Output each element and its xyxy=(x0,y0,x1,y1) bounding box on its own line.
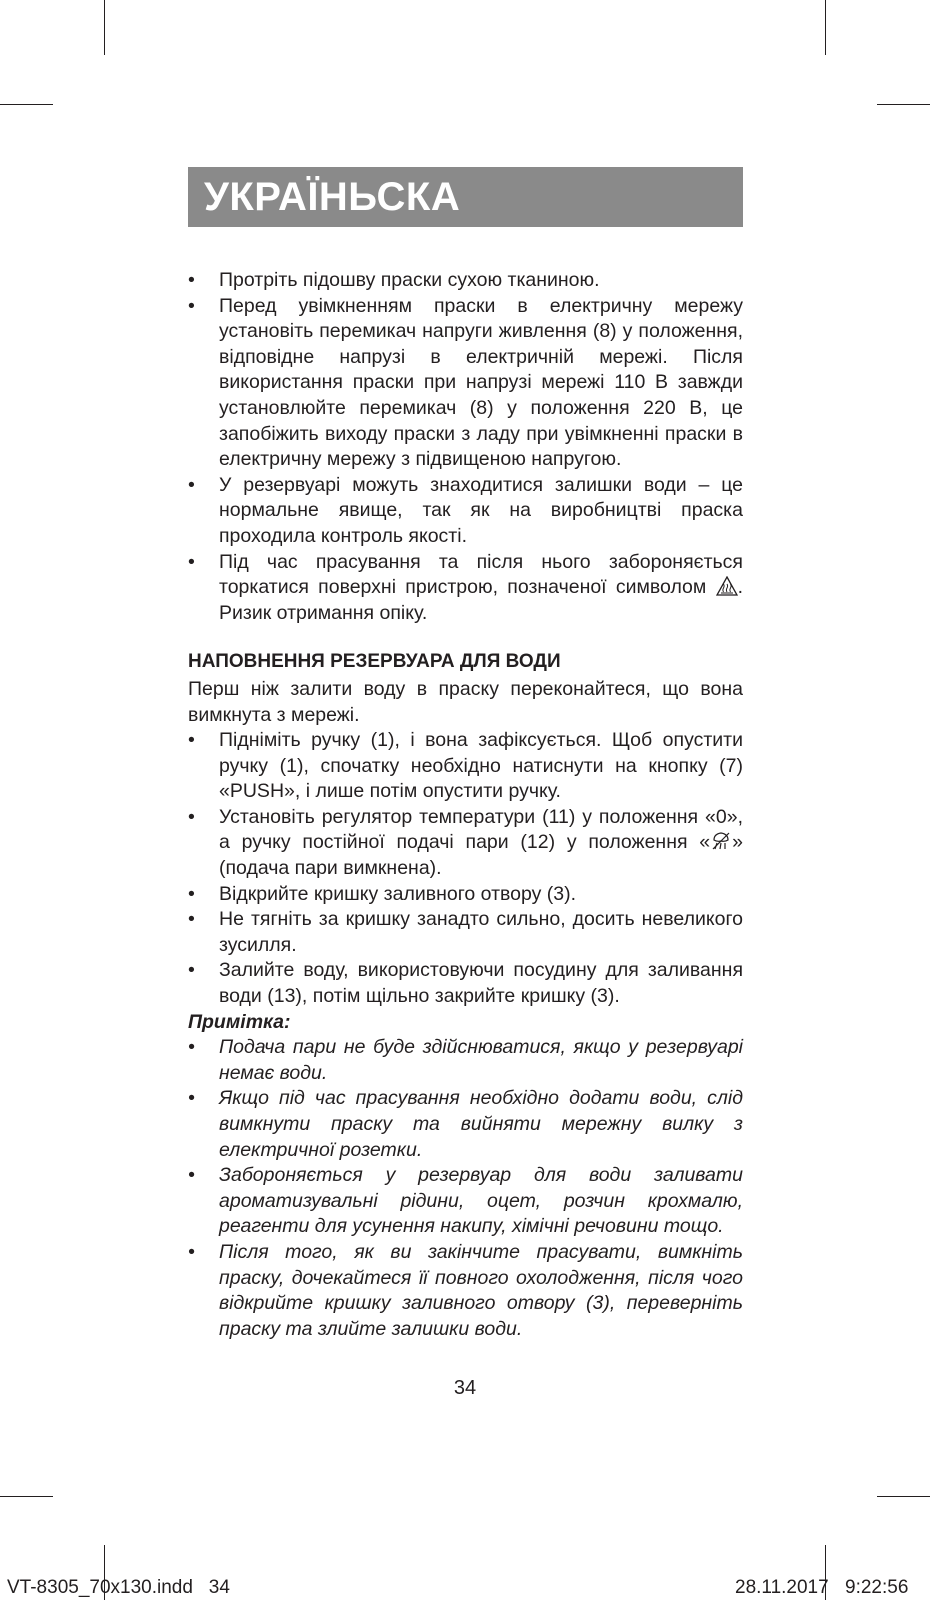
filling-list xyxy=(188,728,743,1010)
list-item-text: Установіть регулятор температури (11) у положення «0», а ручку постійної подачі пари (12) у положення « xyxy=(219,805,743,854)
crop-mark-left-top xyxy=(0,104,53,105)
crop-mark-top-left xyxy=(104,0,105,55)
list-item: • Забороняється у резервуар для води заливати ароматизувальні рідини, оцет, розчин крохмалю, реагенти для усунення накипу, хімічні речовини тощо. xyxy=(188,1163,743,1240)
care-list xyxy=(188,268,743,626)
page-title: УКРАЇНЬСКА xyxy=(204,175,461,219)
note-list xyxy=(188,1035,743,1342)
list-item: • Після того, як ви закінчите прасувати, вимкніть праску, дочекайтеся її повного охолодження, після чого відкрийте кришку заливного отвору (3), переверніть праску та злийте залишки води. xyxy=(188,1240,743,1342)
list-item-text: . Ризик отримання опіку. xyxy=(219,576,743,624)
crop-mark-top-right xyxy=(825,0,826,55)
list-item xyxy=(188,550,743,627)
slug-file-text: VT-8305_70x130.indd 34 xyxy=(7,1577,230,1598)
crop-mark-right-bottom xyxy=(877,1496,930,1497)
list-item: • Залийте воду, використовуючи посудину для заливання води (13), потім щільно закрийте кришку (3). xyxy=(188,958,743,1009)
list-item: • Протріть підошву праски сухою тканиною. xyxy=(188,268,743,294)
section-intro: Перш ніж залити воду в праску переконайтеся, що вона вимкнута з мережі. xyxy=(188,677,743,726)
page-number: 34 xyxy=(453,1377,477,1399)
slug-date: 28.11.2017 xyxy=(735,1577,829,1598)
slug-file-name xyxy=(0,1577,230,1599)
list-item: • Не тягніть за кришку занадто сильно, досить невеликого зусилля. xyxy=(188,907,743,958)
steam-off-icon xyxy=(710,831,732,851)
slug-time: 9:22:56 xyxy=(845,1577,909,1598)
section-title: НАПОВНЕННЯ РЕЗЕРВУАРА ДЛЯ ВОДИ xyxy=(188,651,561,673)
list-item: • Підніміть ручку (1), і вона зафіксується. Щоб опустити ручку (1), спочатку необхідно натиснути на кнопку (7) «PUSH», і лише потім опустити ручку. xyxy=(188,728,743,805)
list-item: • Перед увімкненням праски в електричну мережу установіть перемикач напруги живлення (8) у положення, відповідне напрузі в електричній мережі. Після використання праски при напрузі мережі 110 В завжди установлюйте перемикач (8) у положення 220 В, це запобіжить виходу праски з ладу при увімкненні праски в електричну мережу з підвищеною напругою. xyxy=(188,294,743,473)
note-title: Примітка: xyxy=(188,1010,291,1033)
language-header xyxy=(188,167,743,227)
list-item: • Якщо під час прасування необхідно додати води, слід вимкнути праску та вийняти мережну вилку з електричної розетки. xyxy=(188,1086,743,1163)
list-item: • Відкрийте кришку заливного отвору (3). xyxy=(188,882,743,908)
hot-surface-icon xyxy=(716,576,738,596)
list-item-text: » (подача пари вимкнена). xyxy=(219,831,743,880)
list-item xyxy=(188,805,743,882)
list-item: • У резервуарі можуть знаходитися залишки води – це нормальне явище, так як на виробництві праска проходила контроль якості. xyxy=(188,473,743,550)
document-body xyxy=(188,268,743,1342)
crop-mark-left-bottom xyxy=(0,1496,53,1497)
crop-mark-right-top xyxy=(877,104,930,105)
list-item: • Подача пари не буде здійснюватися, якщо у резервуарі немає води. xyxy=(188,1035,743,1086)
list-item-text: Під час прасування та після нього забороняється торкатися поверхні пристрою, позначеної символом xyxy=(219,550,743,599)
